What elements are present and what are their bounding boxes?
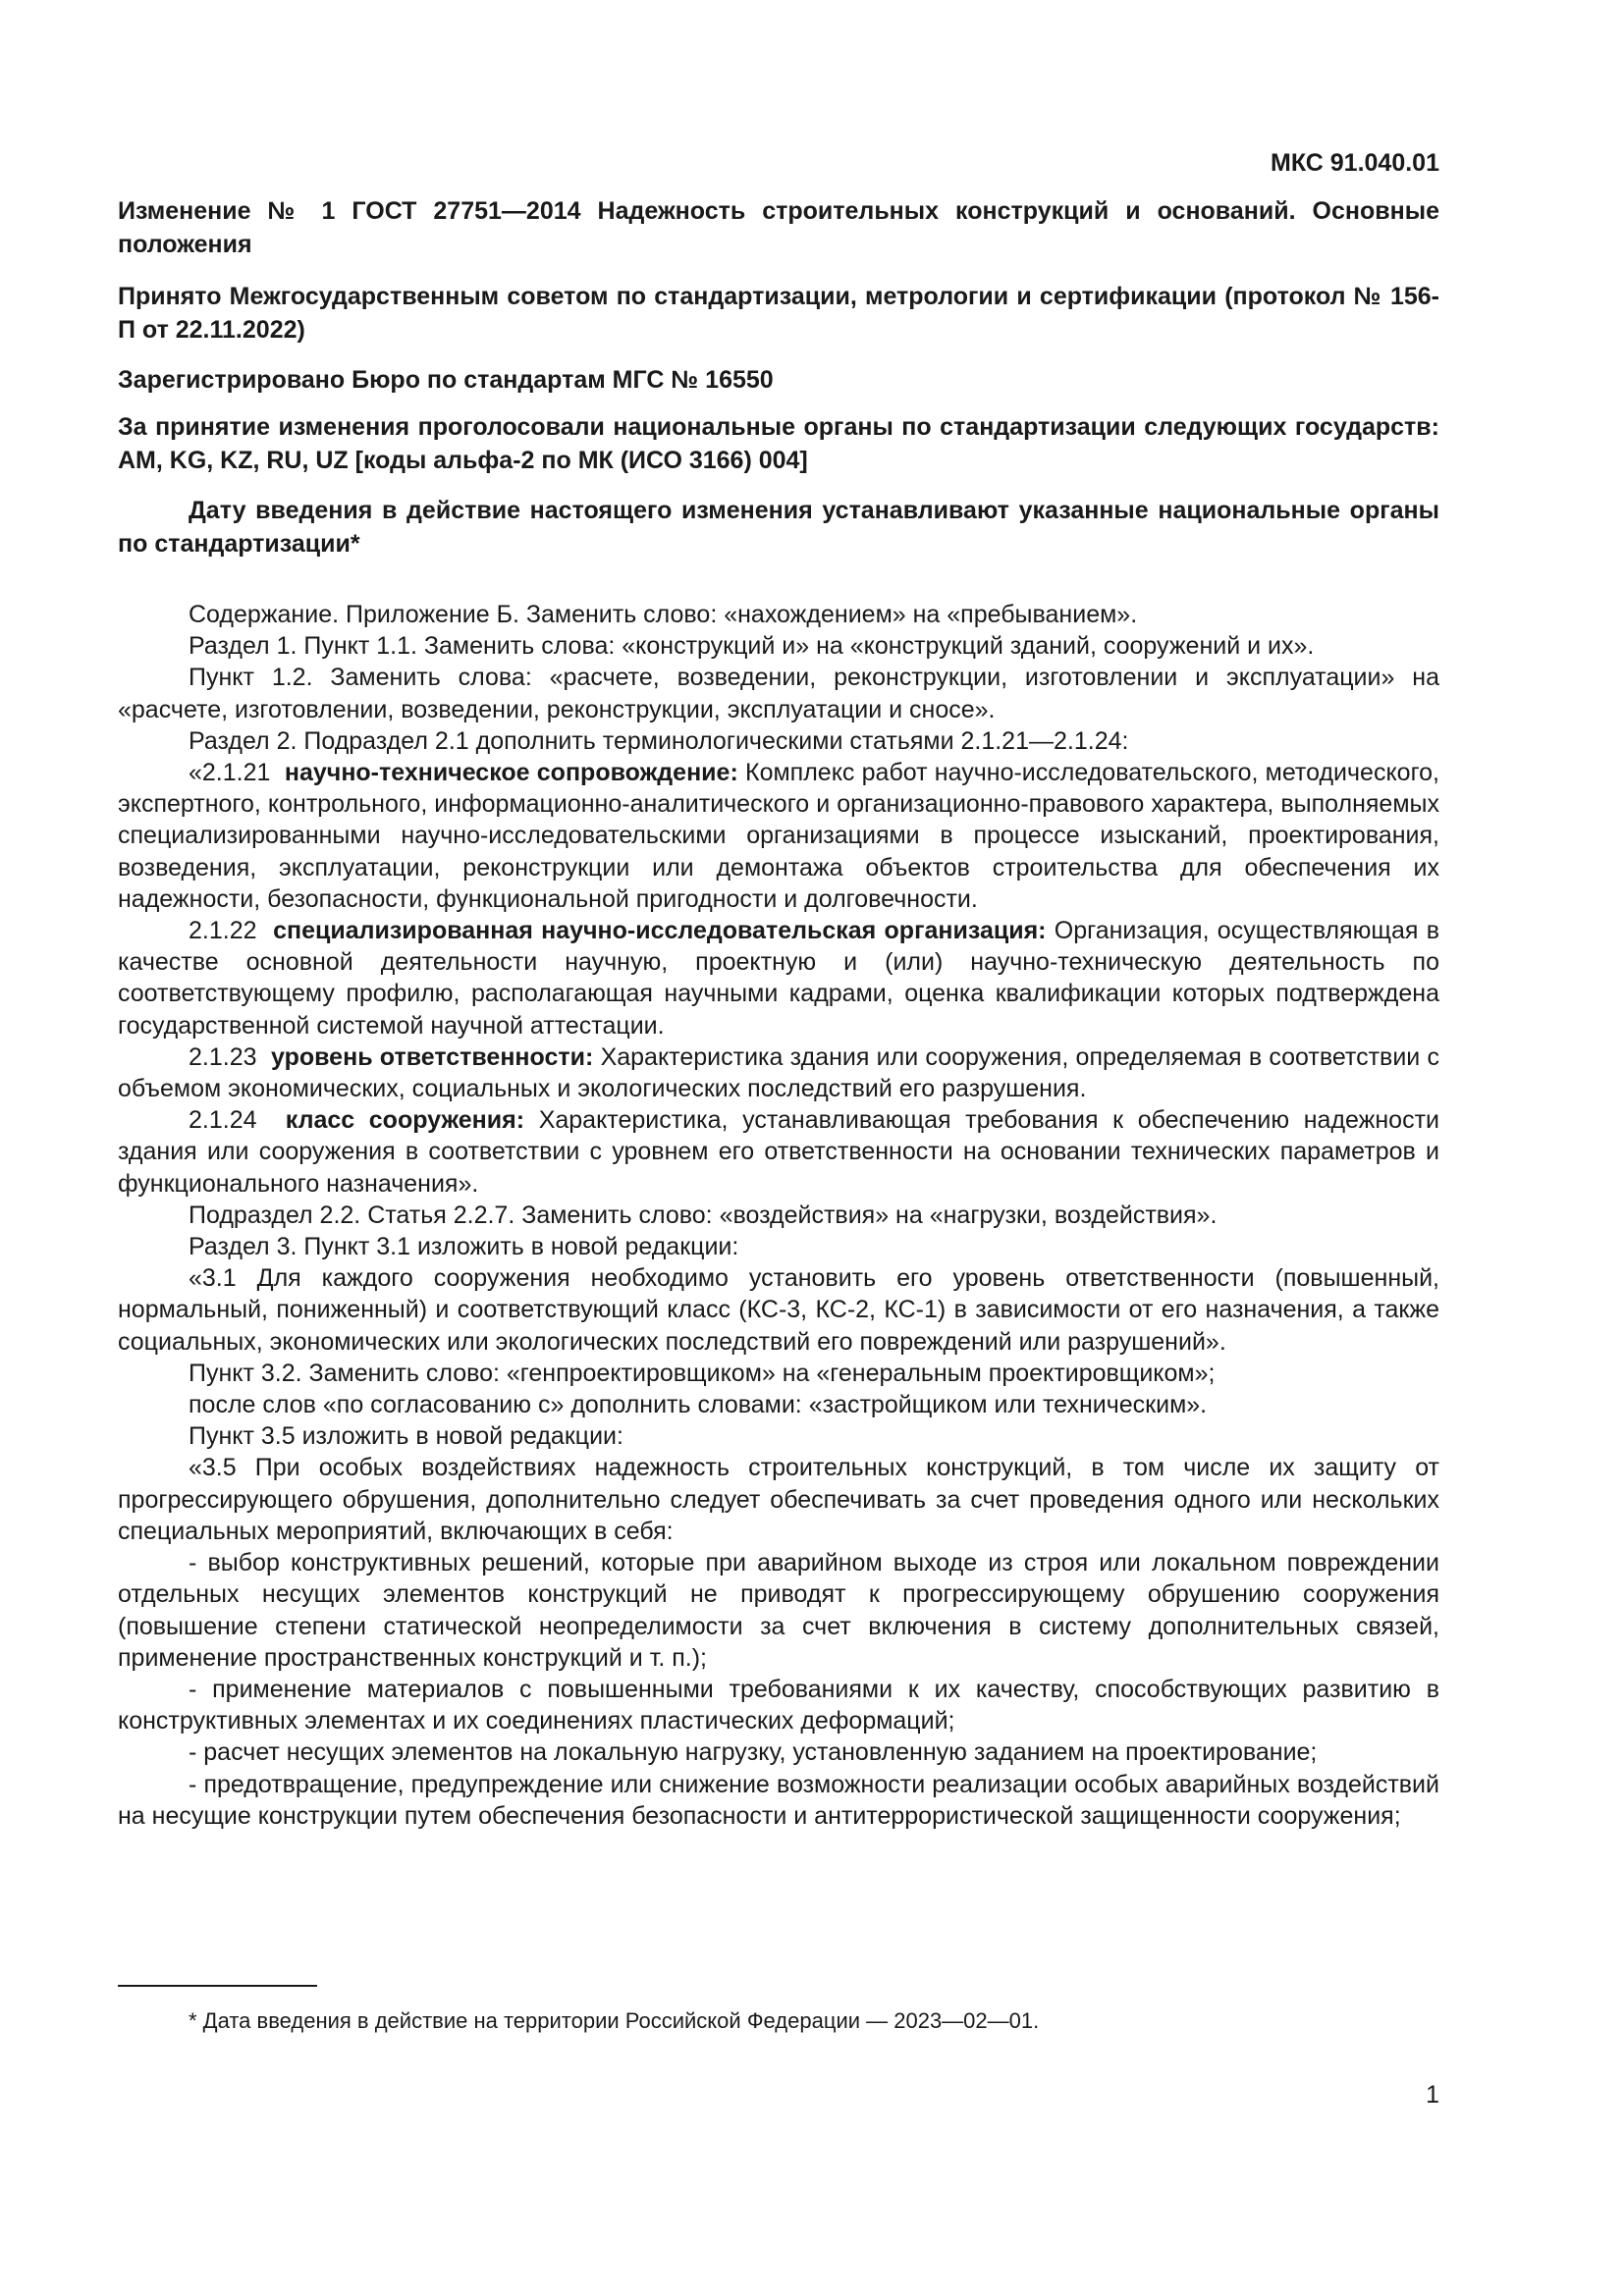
amendment-body bbox=[118, 599, 1439, 1832]
adopted-statement: Принято Межгосударственным советом по стандартизации, метрологии и сертификации (протокол № 156-П от 22.11.2022) bbox=[118, 283, 1439, 344]
term-name: класс сооружения: bbox=[285, 1106, 525, 1135]
paragraph: Пункт 3.2. Заменить слово: «генпроектировщиком» на «генеральным проектировщиком»; bbox=[189, 1359, 1216, 1387]
paragraph: Раздел 2. Подраздел 2.1 дополнить терминологическими статьями 2.1.21—2.1.24: bbox=[189, 726, 1129, 755]
registration-statement: Зарегистрировано Бюро по стандартам МГС № 16550 bbox=[118, 366, 774, 394]
term-number: 2.1.22 bbox=[189, 917, 257, 945]
term-entry-2-1-22 bbox=[118, 915, 1439, 1041]
paragraph: после слов «по согласованию с» дополнить словами: «застройщиком или техническим». bbox=[189, 1391, 1208, 1419]
paragraph: Раздел 1. Пункт 1.1. Заменить слова: «конструкций и» на «конструкций зданий, сооружений и их». bbox=[189, 632, 1315, 661]
classification-code: МКС 91.040.01 bbox=[1271, 149, 1439, 177]
term-definition: Характеристика здания или сооружения, определяемая в соответствии с объемом экономических, социальных и экологических последствий его разрушения. bbox=[118, 1042, 1439, 1103]
term-number: 2.1.23 bbox=[189, 1042, 257, 1071]
page-number: 1 bbox=[1426, 2081, 1439, 2109]
change-title: Изменение № 1 ГОСТ 27751—2014 Надежность строительных конструкций и оснований. Основные положения bbox=[118, 197, 1439, 258]
effective-date-statement: Дату введения в действие настоящего изменения устанавливают указанные национальные органы по стандартизации* bbox=[118, 497, 1439, 558]
term-definition: Характеристика, устанавливающая требования к обеспечению надежности здания или сооружения в соответствии с уровнем его ответственности на основании технических параметров и функционального назначения». bbox=[118, 1106, 1440, 1198]
term-name: научно-техническое сопровождение: bbox=[284, 759, 738, 787]
term-number: 2.1.24 bbox=[189, 1106, 257, 1135]
voting-statement: За принятие изменения проголосовали национальные органы по стандартизации следующих государств: AM, KG, KZ, RU, UZ [коды альфа-2 по МК (ИСО 3166) 004] bbox=[118, 413, 1439, 474]
paragraph: Пункт 3.5 изложить в новой редакции: bbox=[189, 1422, 623, 1451]
paragraph: Пункт 1.2. Заменить слова: «расчете, возведении, реконструкции, изготовлении и эксплуатации» на «расчете, изготовлении, возведении, реконструкции, эксплуатации и сносе». bbox=[118, 664, 1439, 723]
list-item: - расчет несущих элементов на локальную нагрузку, установленную заданием на проектирование; bbox=[189, 1738, 1318, 1767]
term-entry-2-1-21 bbox=[118, 757, 1439, 915]
term-definition: Организация, осуществляющая в качестве основной деятельности научную, проектную и (или) научно-техническую деятельность по соответствующему профилю, располагающая научными кадрами, оценка квалификации которых подтверждена государственной системой научной аттестации. bbox=[118, 917, 1439, 1040]
paragraph: «3.1 Для каждого сооружения необходимо установить его уровень ответственности (повышенный, нормальный, пониженный) и соответствующий класс (КС-3, КС-2, КС-1) в зависимости от его назначения, а также социальных, экономических или экологических последствий его повреждений или разрушений». bbox=[118, 1264, 1439, 1356]
term-definition: Комплекс работ научно-исследовательского, методического, экспертного, контрольного, информационно-аналитического и организационно-правового характера, выполняемых специализированными научно-исследовательскими организациями в процессе изысканий, проектирования, возведения, эксплуатации, реконструкции или демонтажа объектов строительства для обеспечения их надежности, безопасности, функциональной пригодности и долговечности. bbox=[118, 759, 1439, 913]
paragraph: Раздел 3. Пункт 3.1 изложить в новой редакции: bbox=[189, 1233, 739, 1261]
term-number: «2.1.21 bbox=[189, 759, 271, 787]
term-name: уровень ответственности: bbox=[271, 1042, 594, 1071]
term-name: специализированная научно-исследовательская организация: bbox=[273, 917, 1047, 945]
list-item: - выбор конструктивных решений, которые при аварийном выходе из строя или локальном повреждении отдельных несущих элементов конструкций не приводят к прогрессирующему обрушению сооружения (повышение степени статической неопределимости за счет включения в систему дополнительных связей, применение пространственных конструкций и т. п.); bbox=[118, 1549, 1439, 1672]
term-entry-2-1-23 bbox=[118, 1041, 1439, 1104]
list-item: - предотвращение, предупреждение или снижение возможности реализации особых аварийных воздействий на несущие конструкции путем обеспечения безопасности и антитеррористической защищенности сооружения; bbox=[118, 1770, 1439, 1830]
paragraph: Содержание. Приложение Б. Заменить слово: «нахождением» на «пребыванием». bbox=[189, 601, 1138, 628]
paragraph: «3.5 При особых воздействиях надежность строительных конструкций, в том числе их защиту от прогрессирующего обрушения, дополнительно следует обеспечивать за счет проведения одного или нескольких специальных мероприятий, включающих в себя: bbox=[118, 1454, 1439, 1545]
footnote-divider bbox=[118, 1985, 317, 1987]
term-entry-2-1-24 bbox=[118, 1104, 1439, 1200]
paragraph: Подраздел 2.2. Статья 2.2.7. Заменить слово: «воздействия» на «нагрузки, воздействия». bbox=[189, 1201, 1218, 1229]
list-item: - применение материалов с повышенными требованиями к их качеству, способствующих развитию в конструктивных элементах и их соединениях пластических деформаций; bbox=[118, 1675, 1439, 1735]
footnote: * Дата введения в действие на территории Российской Федерации — 2023—02—01. bbox=[189, 2008, 1040, 2033]
